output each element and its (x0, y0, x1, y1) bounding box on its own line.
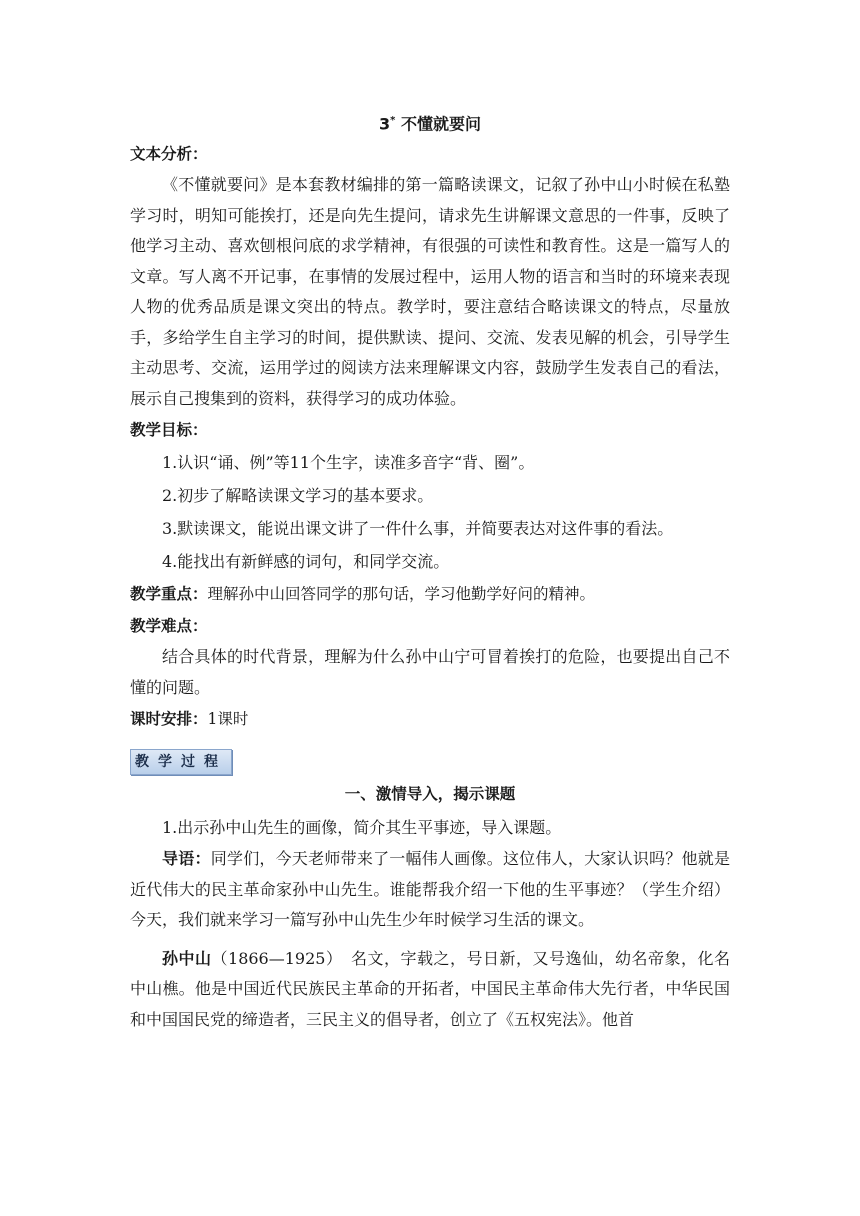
intro-text: 同学们，今天老师带来了一幅伟人画像。这位伟人，大家认识吗？他就是近代伟大的民主革命家孙中山先生。谁能帮我介绍一下他的生平事迹？（学生介绍）今天，我们就来学习一篇写孙中山先生少年时候学习生活的课文。 (130, 849, 730, 929)
intro-label: 导语： (162, 849, 211, 868)
bio-paragraph (130, 944, 730, 1036)
analysis-paragraph: 《不懂就要问》是本套教材编排的第一篇略读课文，记叙了孙中山小时候在私塾学习时，明知可能挨打，还是向先生提问，请求先生讲解课文意思的一件事，反映了他学习主动、喜欢刨根问底的求学精神，有很强的可读性和教育性。这是一篇写人的文章。写人离不开记事，在事情的发展过程中，运用人物的语言和当时的环境来表现人物的优秀品质是课文突出的特点。教学时，要注意结合略读课文的特点，尽量放手，多给学生自主学习的时间，提供默读、提问、交流、发表见解的机会，引导学生主动思考、交流，运用学过的阅读方法来理解课文内容，鼓励学生发表自己的看法，展示自己搜集到的资料，获得学习的成功体验。 (130, 175, 730, 408)
schedule-line (130, 703, 730, 735)
lesson-title (130, 104, 730, 138)
key-point-line (130, 578, 730, 610)
bio-name: 孙中山 (162, 948, 212, 968)
key-point-heading: 教学重点： (130, 585, 208, 603)
schedule-text: 1课时 (207, 710, 249, 728)
optional-lesson-mark: * (390, 115, 396, 126)
goals-heading: 教学目标： (130, 421, 208, 439)
teaching-process-badge: 教学过程 (130, 749, 232, 775)
goal-item-4: 4.能找出有新鲜感的词句，和同学交流。 (162, 552, 450, 571)
section-step-1: 1.出示孙中山先生的画像，简介其生平事迹，导入课题。 (162, 818, 562, 837)
lesson-number: 3 (379, 114, 391, 134)
section-title: 一、激情导入，揭示课题 (344, 785, 516, 803)
key-point-text: 理解孙中山回答同学的那句话，学习他勤学好问的精神。 (207, 585, 596, 603)
intro-paragraph (130, 844, 730, 936)
bio-text: （1866—1925） 名文，字载之，号日新，又号逸仙，幼名帝象，化名中山樵。他是中国近代民族民主革命的开拓者，中国民主革命伟大先行者，中华民国和中国国民党的缔造者，三民主义的倡导者，创立了《五权宪法》。他首 (130, 948, 730, 1029)
schedule-heading: 课时安排： (130, 710, 208, 728)
goal-item-2: 2.初步了解略读课文学习的基本要求。 (162, 486, 434, 505)
lesson-content (130, 104, 730, 1035)
goal-item-3: 3.默读课文，能说出课文讲了一件什么事，并简要表达对这件事的看法。 (162, 519, 674, 538)
analysis-heading: 文本分析： (130, 145, 208, 163)
difficulty-heading: 教学难点： (130, 617, 208, 635)
difficulty-paragraph: 结合具体的时代背景，理解为什么孙中山宁可冒着挨打的危险，也要提出自己不懂的问题。 (130, 647, 730, 697)
goal-item-1: 1.认识“诵、例”等11个生字，读准多音字“背、圈”。 (162, 453, 535, 472)
lesson-title-text: 不懂就要问 (400, 114, 481, 134)
